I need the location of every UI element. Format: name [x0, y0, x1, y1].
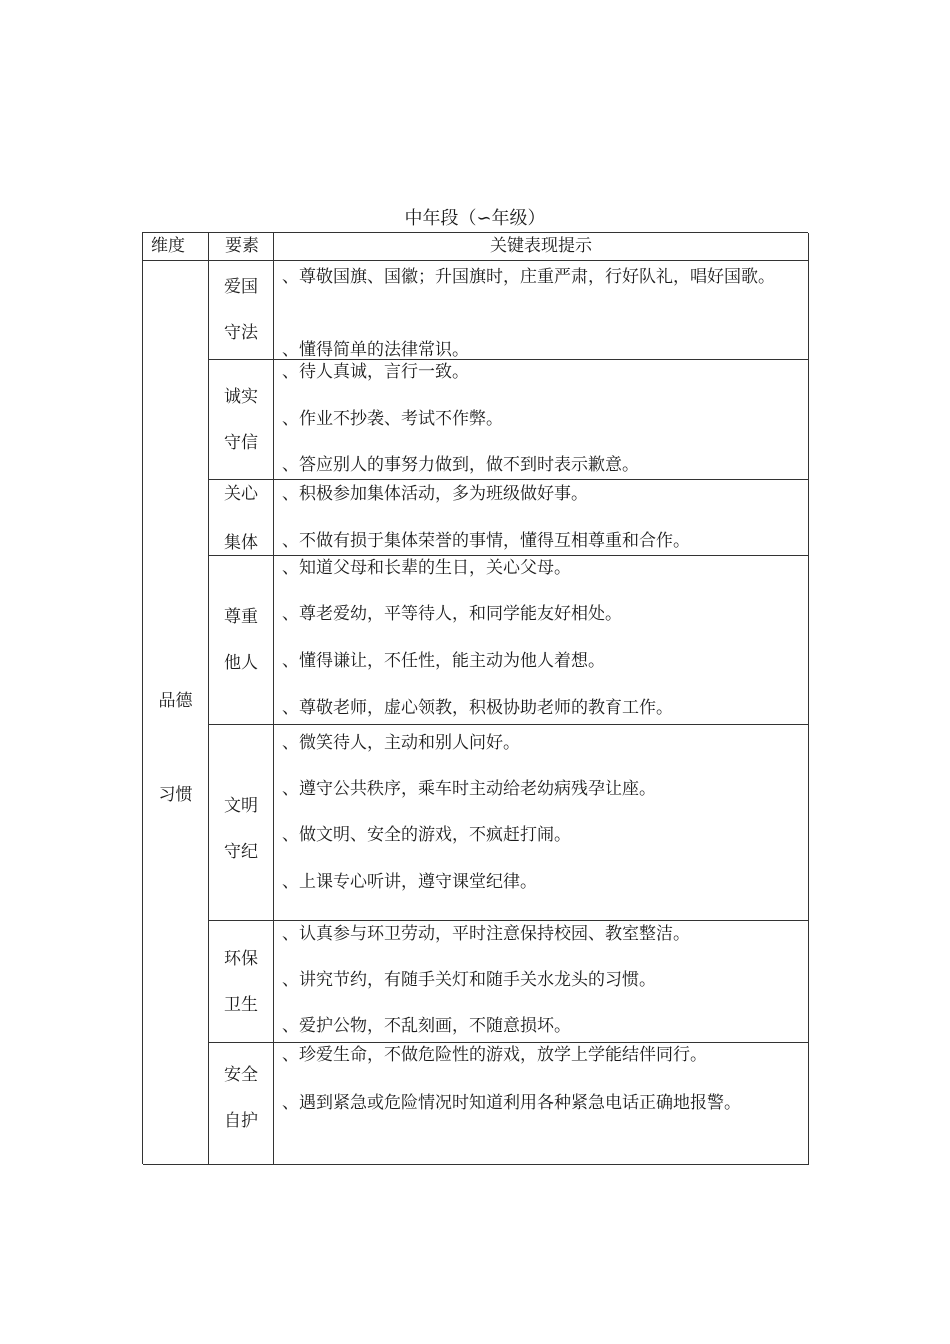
hint-item: 、认真参与环卫劳动，平时注意保持校园、教室整洁。	[282, 924, 690, 944]
element-line1: 关心	[224, 484, 258, 504]
header-element: 要素	[209, 233, 274, 261]
element-cell	[209, 556, 274, 725]
hint-item: 、懂得简单的法律常识。	[282, 340, 469, 360]
hint-item: 、遵守公共秩序，乘车时主动给老幼病残孕让座。	[282, 779, 656, 799]
dimension-cell	[143, 261, 209, 1165]
element-line1: 安全	[224, 1064, 258, 1085]
hint-item: 、作业不抄袭、考试不作弊。	[282, 409, 503, 429]
element-cell	[209, 480, 274, 556]
element-line1: 文明	[224, 795, 258, 816]
hints-cell	[274, 261, 809, 360]
behavior-table	[142, 232, 808, 1164]
element-line2: 集体	[224, 533, 258, 553]
hint-item: 、遇到紧急或危险情况时知道利用各种紧急电话正确地报警。	[282, 1093, 741, 1113]
hint-item: 、答应别人的事努力做到，做不到时表示歉意。	[282, 455, 639, 475]
hint-item: 、尊敬老师，虚心领教，积极协助老师的教育工作。	[282, 698, 673, 718]
hint-item: 、知道父母和长辈的生日，关心父母。	[282, 558, 571, 578]
hint-item: 、爱护公物，不乱刻画，不随意损坏。	[282, 1016, 571, 1036]
dimension-line1: 品德	[158, 690, 193, 711]
hints-cell	[274, 1043, 809, 1165]
element-line2: 他人	[224, 653, 258, 673]
table-title: 中年段（∽年级）	[404, 208, 546, 229]
hint-item: 、尊老爱幼，平等待人，和同学能友好相处。	[282, 604, 622, 624]
hints-cell	[274, 556, 809, 725]
element-cell	[209, 360, 274, 480]
element-line2: 自护	[224, 1110, 258, 1131]
element-cell	[209, 921, 274, 1043]
element-cell	[209, 261, 274, 360]
header-hints: 关键表现提示	[274, 233, 809, 261]
hints-cell	[274, 480, 809, 556]
hints-cell	[274, 921, 809, 1043]
element-line1: 尊重	[224, 607, 258, 627]
hint-item: 、待人真诚，言行一致。	[282, 362, 469, 382]
hint-item: 、上课专心听讲，遵守课堂纪律。	[282, 872, 537, 892]
hint-item: 、尊敬国旗、国徽；升国旗时，庄重严肃，行好队礼，唱好国歌。	[282, 267, 775, 287]
hint-item: 、积极参加集体活动，多为班级做好事。	[282, 484, 588, 504]
hint-item: 、微笑待人，主动和别人问好。	[282, 733, 520, 753]
hint-item: 、珍爱生命，不做危险性的游戏，放学上学能结伴同行。	[282, 1045, 707, 1065]
element-cell	[209, 1043, 274, 1165]
element-line1: 诚实	[224, 386, 258, 407]
element-cell	[209, 725, 274, 921]
hints-cell	[274, 725, 809, 921]
header-dimension: 维度	[143, 233, 209, 261]
hint-item: 、做文明、安全的游戏，不疯赶打闹。	[282, 825, 571, 845]
element-line1: 爱国	[224, 277, 258, 297]
hint-item: 、懂得谦让，不任性，能主动为他人着想。	[282, 651, 605, 671]
element-line2: 守法	[224, 323, 258, 343]
hint-item: 、不做有损于集体荣誉的事情，懂得互相尊重和合作。	[282, 531, 690, 551]
element-line1: 环保	[224, 948, 258, 969]
hint-item: 、讲究节约，有随手关灯和随手关水龙头的习惯。	[282, 970, 656, 990]
hints-cell	[274, 360, 809, 480]
element-line2: 守信	[224, 432, 258, 453]
element-line2: 卫生	[224, 994, 258, 1015]
element-line2: 守纪	[224, 841, 258, 862]
dimension-line2: 习惯	[158, 784, 193, 805]
